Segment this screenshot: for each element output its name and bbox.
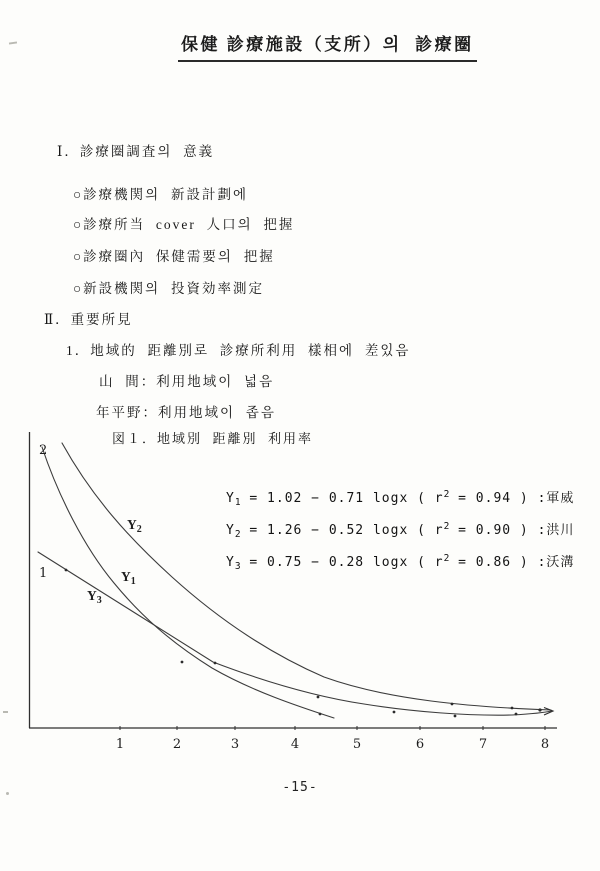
equation-term: Y	[226, 491, 235, 506]
page-number: -15-	[282, 780, 318, 795]
curve-label-sub: 2	[136, 524, 142, 535]
x-tick-label-8: 8	[540, 737, 550, 752]
equation-term: Y	[226, 523, 235, 538]
section-2-heading: Ⅱ．重要所見	[44, 312, 133, 327]
equation-term: Y	[226, 555, 235, 570]
curve-label-y3	[87, 588, 102, 606]
curve-label-sub: 3	[96, 595, 102, 606]
page-title: 保健 診療施設（支所）의 診療圈	[178, 30, 477, 62]
equation-superscript: 2	[443, 553, 450, 564]
equation-y2	[226, 519, 574, 540]
bullet-health-needs: ○診療圈內 保健需要의 把握	[73, 249, 275, 264]
equation-term: = 1.26 − 0.52 logx ( r	[240, 523, 444, 538]
curve-label-base: Y	[127, 517, 137, 532]
equation-superscript: 2	[443, 489, 450, 500]
finding-item-1: 1．地域的 距離別로 診療所利用 樣相에 差있음	[66, 343, 411, 358]
section-1-heading: Ⅰ．診療圈調査의 意義	[57, 144, 215, 159]
equation-superscript: 2	[443, 521, 450, 532]
bullet-investment-efficiency: ○新設機関의 投資効率測定	[73, 281, 264, 296]
equation-subscript: 2	[234, 529, 241, 540]
curve-label-y1	[121, 569, 136, 587]
scan-artifact	[9, 41, 17, 44]
equation-y3	[226, 551, 574, 572]
equation-term: = 1.02 − 0.71 logx ( r	[240, 491, 444, 506]
y3-curve	[38, 552, 551, 715]
bullet-new-plan: ○診療機関의 新設計劃에	[73, 187, 248, 202]
x-tick-label-3: 3	[230, 737, 240, 752]
bullet-cover-population: ○診療所当 cover 人口의 把握	[73, 217, 295, 232]
plain-area-line: 年平野：利用地域이 좁음	[96, 405, 276, 420]
data-point-markers	[65, 569, 542, 718]
equation-term: = 0.75 − 0.28 logx ( r	[240, 555, 444, 570]
x-tick-label-7: 7	[478, 737, 488, 752]
curve-label-base: Y	[87, 588, 97, 603]
x-tick-label-1: 1	[115, 737, 125, 752]
equation-term: = 0.86 ) :沃溝	[449, 555, 575, 570]
equation-subscript: 1	[234, 497, 241, 508]
equation-term: = 0.94 ) :軍威	[449, 491, 575, 506]
curve-label-y2	[127, 517, 142, 535]
equation-subscript: 3	[234, 561, 241, 572]
figure-caption: 図１．地域別 距離別 利用率	[112, 431, 314, 446]
x-tick-label-2: 2	[172, 737, 182, 752]
equation-term: = 0.90 ) :洪川	[449, 523, 575, 538]
x-tick-label-5: 5	[352, 737, 362, 752]
curve-label-base: Y	[121, 569, 131, 584]
curve-label-sub: 1	[130, 576, 136, 587]
x-tick-label-6: 6	[415, 737, 425, 752]
mountain-area-line: 山 間：利用地域이 넓음	[99, 374, 275, 389]
x-tick-label-4: 4	[290, 737, 300, 752]
equation-y1	[226, 487, 574, 508]
y-tick-label-1: 1	[39, 566, 48, 581]
y-tick-label-2: 2	[39, 443, 48, 458]
